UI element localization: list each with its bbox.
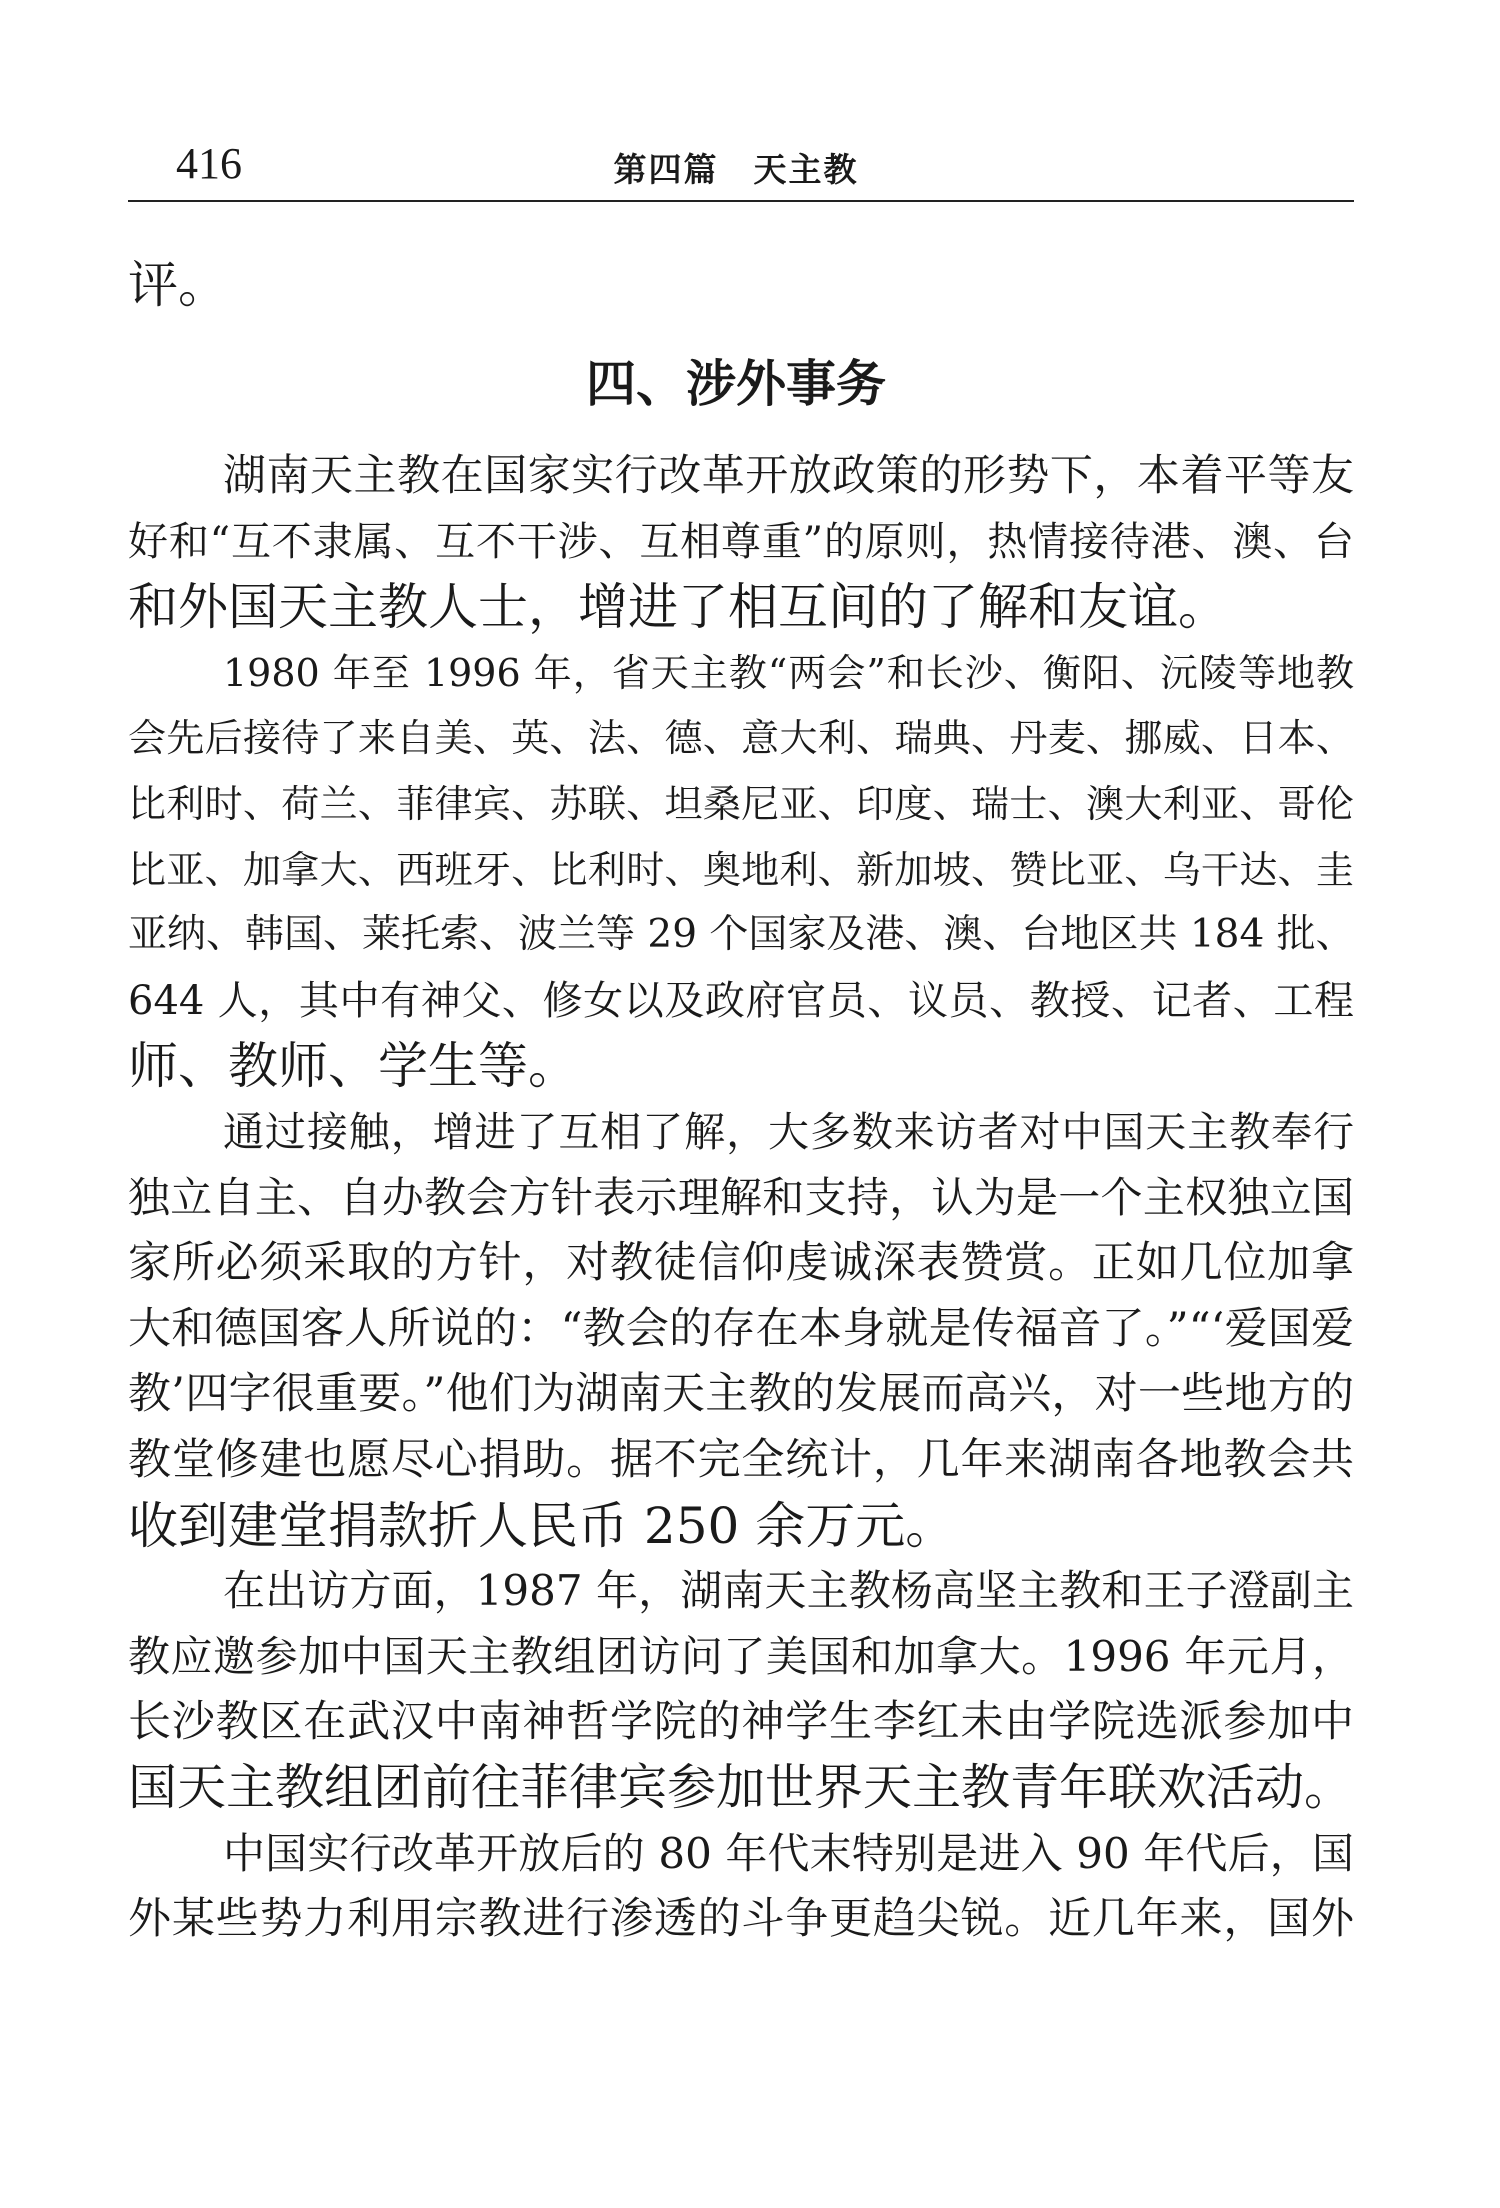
paragraph-2-line: 644 人，其中有神父、修女以及政府官员、议员、教授、记者、工程 (128, 977, 1354, 1024)
paragraph-2-line: 亚纳、韩国、莱托索、波兰等 29 个国家及港、澳、台地区共 184 批、 (128, 912, 1355, 958)
paragraph-2-line: 师、教师、学生等。 (128, 1037, 578, 1096)
page-number: 416 (176, 139, 242, 188)
running-title: 第四篇 天主教 (613, 150, 859, 189)
paragraph-3-line: 教堂修建也愿尽心捐助。据不完全统计，几年来湖南各地教会共 (128, 1435, 1354, 1485)
paragraph-2-line: 会先后接待了来自美、英、法、德、意大利、瑞典、丹麦、挪威、日本、 (128, 716, 1354, 761)
paragraph-4-line: 在出访方面，1987 年，湖南天主教杨高坚主教和王子澄副主 (223, 1566, 1354, 1616)
header-rule (128, 200, 1354, 202)
paragraph-1-line: 和外国天主教人士，增进了相互间的了解和友谊。 (128, 578, 1228, 637)
paragraph-2-line: 比亚、加拿大、西班牙、比利时、奥地利、新加坡、赞比亚、乌干达、圭 (128, 847, 1354, 892)
paragraph-3-line: 通过接触，增进了互相了解，大多数来访者对中国天主教奉行 (223, 1108, 1354, 1156)
paragraph-3-line: 收到建堂捐款折人民币 250 余万元。 (128, 1496, 956, 1555)
carryover-line: 评。 (128, 256, 228, 314)
paragraph-3-line: 家所必须采取的方针，对教徒信仰虔诚深表赞赏。正如几位加拿 (128, 1238, 1354, 1289)
paragraph-5-line: 中国实行改革开放后的 80 年代末特别是进入 90 年代后，国 (223, 1828, 1354, 1878)
paragraph-3-line: 大和德国客人所说的：“教会的存在本身就是传福音了。”“‘爱国爱 (128, 1303, 1354, 1354)
paragraph-5-line: 外某些势力利用宗教进行渗透的斗争更趋尖锐。近几年来，国外 (128, 1894, 1354, 1945)
section-heading: 四、涉外事务 (586, 355, 886, 413)
paragraph-1-line: 好和“互不隶属、互不干涉、互相尊重”的原则，热情接待港、澳、台 (128, 518, 1354, 565)
paragraph-2-line: 比利时、荷兰、菲律宾、苏联、坦桑尼亚、印度、瑞士、澳大利亚、哥伦 (128, 782, 1354, 826)
paragraph-2-line: 1980 年至 1996 年，省天主教“两会”和长沙、衡阳、沅陵等地教 (223, 650, 1354, 695)
paragraph-3-line: 独立自主、自办教会方针表示理解和支持，认为是一个主权独立国 (128, 1172, 1354, 1222)
paragraph-4-line: 长沙教区在武汉中南神哲学院的神学生李红未由学院选派参加中 (128, 1697, 1354, 1748)
paragraph-4-line: 国天主教组团前往菲律宾参加世界天主教青年联欢活动。 (128, 1759, 1354, 1816)
paragraph-3-line: 教’四字很重要。”他们为湖南天主教的发展而高兴，对一些地方的 (128, 1369, 1354, 1420)
paragraph-4-line: 教应邀参加中国天主教组团访问了美国和加拿大。1996 年元月， (128, 1631, 1354, 1681)
paragraph-1-line: 湖南天主教在国家实行改革开放政策的形势下，本着平等友 (223, 451, 1354, 501)
